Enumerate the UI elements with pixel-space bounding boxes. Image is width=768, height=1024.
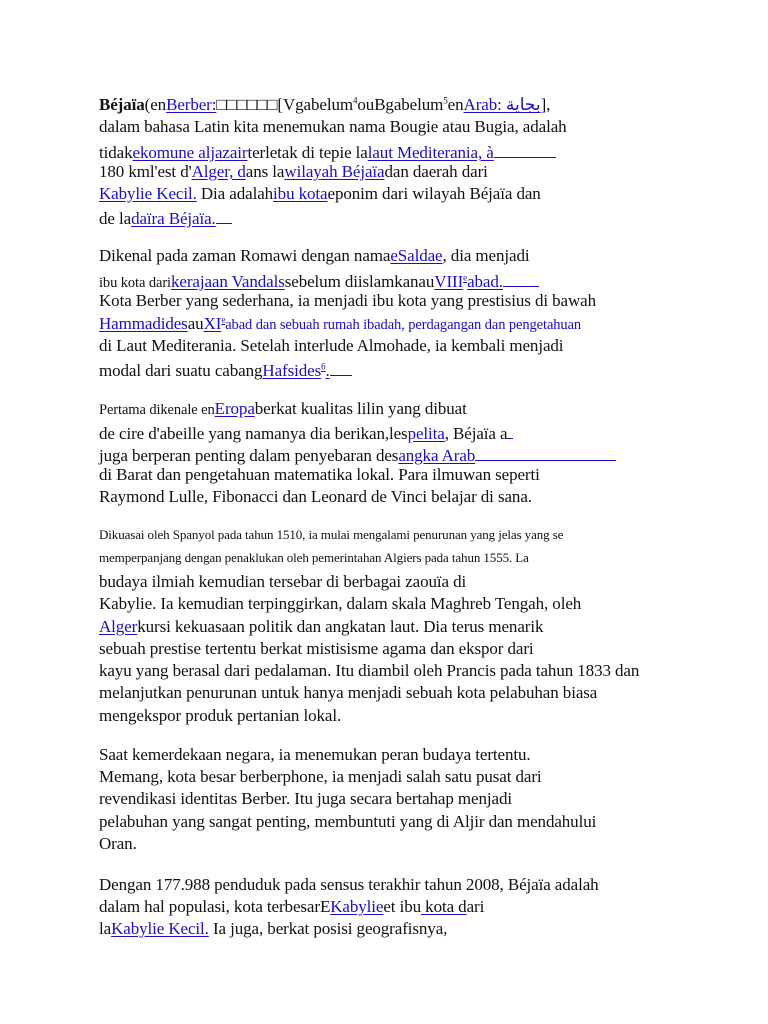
p3-line-2: de cire d'abeille yang namanya dia berikan,lespelita, Béjaïa a [99,420,513,445]
link-daira-bejaia[interactable]: daïra Béjaïa. [131,209,216,228]
link-wilayah-bejaia[interactable]: wilayah Béjaïa [284,162,385,181]
p6-line-3: laKabylie Kecil. Ia juga, berkat posisi geografisnya, [99,919,448,938]
link-kabylie-kecil[interactable]: Kabylie Kecil. [99,184,197,203]
p5-line-3: revendikasi identitas Berber. Itu juga secara bertahap menjadi [99,789,512,808]
p1-line-2: dalam bahasa Latin kita menemukan nama Bougie atau Bugia, adalah [99,117,567,136]
p5-line-1: Saat kemerdekaan negara, ia menemukan peran budaya tertentu. [99,745,531,764]
link-arab[interactable]: Arab: بجاية [463,95,541,114]
p4-line-6: sebuah prestise tertentu berkat mistisisme agama dan ekspor dari [99,639,534,658]
link-viii[interactable]: VIII [434,272,464,291]
p1-line-3: tidakekomune aljazairterletak di tepie lalaut Mediterania, à [99,139,556,164]
link-kabylie[interactable]: Kabylie [330,897,384,916]
link-alger[interactable]: Alger, d [191,162,246,181]
link-komune-aljazair[interactable]: ekomune aljazair [132,143,248,162]
link-trailing-underline [330,357,352,376]
link-saldae[interactable]: eSaldae [390,246,443,265]
placeholder-glyphs: □□□□□□ [216,95,278,114]
link-trailing-underline [503,268,539,287]
p1-line-1: Béjaïa(enBerber:□□□□□□[Vgabelum$^4$ouBgabelum$^5$enArab: بجاية], [99,95,551,114]
link-trailing-underline [475,442,616,461]
p3-line-1: Pertama dikenale enEropaberkat kualitas lilin yang dibuat [99,399,467,418]
p5-line-5: Oran. [99,834,137,853]
p1-line-6: de ladaïra Béjaïa. [99,205,232,230]
link-angka-arab[interactable]: angka Arab [398,446,476,465]
link-hafsides[interactable]: Hafsides [262,361,322,380]
p4-line-9: mengekspor produk pertanian lokal. [99,706,342,725]
p2-line-3: Kota Berber yang sederhana, ia menjadi ibu kota yang prestisius di bawah [99,291,596,310]
p1-line-5: Kabylie Kecil. Dia adalahibu kotaeponim dari wilayah Béjaïa dan [99,184,541,203]
p4-line-1: Dikuasai oleh Spanyol pada tahun 1510, ia mulai mengalami penurunan yang jelas yang se [99,527,564,542]
link-alger-2[interactable]: Alger [99,617,138,636]
link-trailing-underline [216,205,232,224]
link-laut-mediterania[interactable]: laut Mediterania, à [367,143,494,162]
p5-line-2: Memang, kota besar berberphone, ia menjadi salah satu pusat dari [99,767,542,786]
link-kabylie-kecil-2[interactable]: Kabylie Kecil. [111,919,209,938]
p4-line-5: Algerkursi kekuasaan politik dan angkatan laut. Dia terus menarik [99,617,544,636]
p2-line-4: HammadidesauXI$^e$abad dan sebuah rumah ibadah, perdagangan dan pengetahuan [99,314,582,333]
p2-line-6: modal dari suatu cabangHafsides$^6$. [99,357,352,382]
p2-line-1: Dikenal pada zaman Romawi dengan namaeSaldae, dia menjadi [99,246,530,265]
link-ibu-kota-2[interactable]: kota d [421,897,467,916]
p3-line-4: di Barat dan pengetahuan matematika lokal. Para ilmuwan seperti [99,465,540,484]
link-hammadides[interactable]: Hammadides [99,314,188,333]
link-ibu-kota[interactable]: ibu kota [273,184,328,203]
article-title: Béjaïa [99,95,145,114]
link-trailing-underline [494,139,556,158]
link-xi[interactable]: XI [203,314,222,333]
p2-line-2: ibu kota darikerajaan Vandalssebelum diislamkanauVIII$^e$abad. [99,268,539,294]
p4-line-3: budaya ilmiah kemudian tersebar di berbagai zaouïa di [99,572,467,591]
p5-line-4: pelabuhan yang sangat penting, membuntuti yang di Aljir dan mendahului [99,812,597,831]
p1-line-4: 180 kml'est d'Alger, dans lawilayah Béjaïadan daerah dari [99,162,488,181]
p4-line-2: memperpanjang dengan penaklukan oleh pemerintahan Algiers pada tahun 1555. La [99,550,529,565]
p3-line-5: Raymond Lulle, Fibonacci dan Leonard de Vinci belajar di sana. [99,487,532,506]
link-trailing-underline [507,420,513,439]
p6-line-1: Dengan 177.988 penduduk pada sensus terakhir tahun 2008, Béjaïa adalah [99,875,599,894]
p2-line-5: di Laut Mediterania. Setelah interlude Almohade, ia kembali menjadi [99,336,564,355]
link-kerajaan-vandals[interactable]: kerajaan Vandals [171,272,285,291]
p6-line-2: dalam hal populasi, kota terbesarEKabylieet ibu kota dari [99,897,485,916]
link-abad[interactable]: abad. [467,272,503,291]
p4-line-4: Kabylie. Ia kemudian terpinggirkan, dalam skala Maghreb Tengah, oleh [99,594,582,613]
link-berber[interactable]: Berber: [166,95,217,114]
p4-line-8: melanjutkan penurunan untuk hanya menjadi sebuah kota pelabuhan biasa [99,683,598,702]
p4-line-7: kayu yang berasal dari pedalaman. Itu diambil oleh Prancis pada tahun 1833 dan [99,661,640,680]
p3-line-3: juga berperan penting dalam penyebaran desangka Arab [99,442,616,467]
link-pelita[interactable]: pelita [407,424,445,443]
link-eropa[interactable]: Eropa [214,399,255,418]
link-abad-continued[interactable]: abad dan sebuah rumah ibadah, perdagangan dan pengetahuan [225,317,582,333]
